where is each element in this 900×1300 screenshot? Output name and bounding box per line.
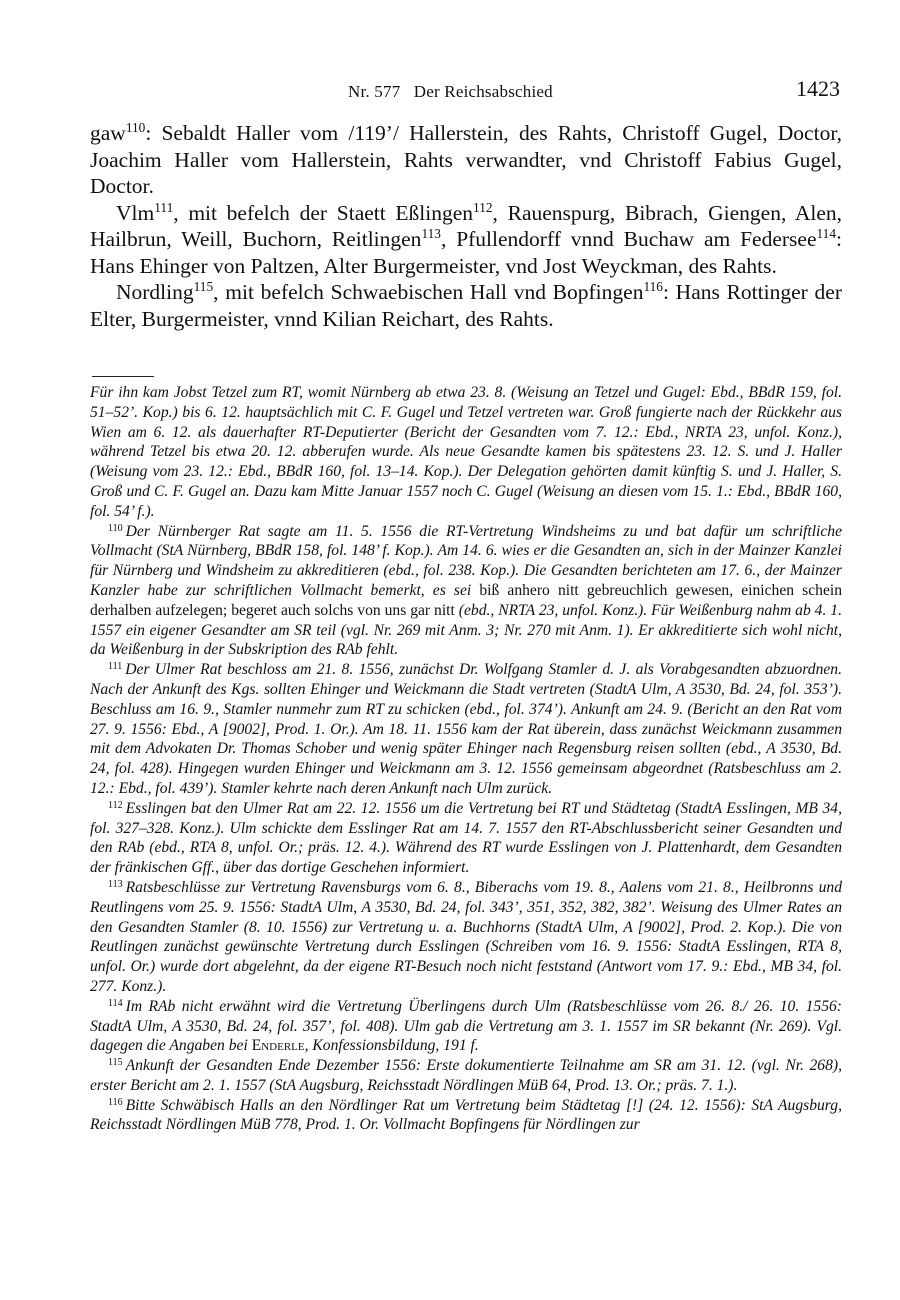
quoted-source: biß anhero nitt gebreuchlich gewesen, einichen schein derhalben aufzelegen; begeret auch solchs von uns gar nitt — [90, 581, 842, 619]
page-number: 1423 — [796, 76, 840, 101]
footnote-116: $^{116}$ Bitte Schwäbisch Halls an den Nördlinger Rat um Vertretung beim Städtetag [!] (24. 12. 1556): StA Augsburg, Reichsstadt Nördlingen MüB 778, Prod. 1. Or. Vollmacht Bopfingens für Nördlingen zur — [90, 1096, 842, 1134]
footnote-110: $^{110}$ Der Nürnberger Rat sagte am 11. 5. 1556 die RT-Vertretung Windsheims zu und bat dafür um schriftliche Vollmacht (StA Nürnberg, BBdR 158, fol. 148’ f. Kop.). Am 14. 6. wies er die Gesandten an, sich in der Mainzer Kanzlei für Nürnberg und Windsheim zu akkreditieren (ebd., fol. 238. Kop.). Die Gesandten berichteten am 17. 6., der Mainzer Kanzler habe zur schriftlichen Vollmacht bemerkt, es sei biß anhero nitt gebreuchlich gewesen, einichen schein derhalben aufzelegen; begeret auch solchs von uns gar nitt (ebd., NRTA 23, unfol. Konz.). Für Weißenburg nahm ab 4. 1. 1557 ein eigener Gesandter am SR teil (vgl. Nr. 269 mit Anm. 3; Nr. 270 mit Anm. 1). Er akkreditierte sich wohl nicht, da Weißenburg in der Subskription des RAb fehlt. — [90, 522, 842, 659]
footnote-114: $^{114}$ Im RAb nicht erwähnt wird die Vertretung Überlingens durch Ulm (Ratsbeschlüsse vom 26. 8./ 26. 10. 1556: StadtA Ulm, A 3530, Bd. 24, fol. 357’, fol. 408). Ulm gab die Vertretung am 3. 1. 1557 im SR bekannt (Nr. 269). Vgl. dagegen die Angaben bei Enderle, Konfessionsbildung, 191 f. — [90, 997, 842, 1055]
footnote-ref: 115 — [193, 278, 214, 294]
main-text — [90, 120, 842, 332]
footnote-115: $^{115}$ Ankunft der Gesandten Ende Dezember 1556: Erste dokumentierte Teilnahme am SR am 31. 12. (vgl. Nr. 268), erster Bericht am 2. 1. 1557 (StA Augsburg, Reichsstadt Nördlingen MüB 64, Prod. 13. Or.; präs. 7. 1.). — [90, 1057, 842, 1094]
footnote-109-continuation: Für ihn kam Jobst Tetzel zum RT, womit Nürnberg ab etwa 23. 8. (Weisung an Tetzel und Gugel: Ebd., BBdR 159, fol. 51–52’. Kop.) bis 6. 12. hauptsächlich mit C. F. Gugel und Tetzel vertreten war. Groß fungierte nach der Rückkehr aus Wien am 6. 12. als dauerhafter RT-Deputierter (Bericht der Gesandten vom 7. 12.: Ebd., NRTA 23, unfol. Konz.), während Tetzel bis etwa 20. 12. abberufen wurde. Als neue Gesandte kamen bis spätestens 23. 12. S. und J. Haller (Weisung vom 23. 12.: Ebd., BBdR 160, fol. 13–14. Kop.). Der Delegation gehörten damit künftig S. und J. Haller, S. Groß und C. F. Gugel an. Dazu kam Mitte Januar 1557 noch C. Gugel (Weisung an diesen vom 15. 1.: Ebd., BBdR 160, fol. 54’ f.). — [90, 384, 842, 520]
footnote-113: $^{113}$ Ratsbeschlüsse zur Vertretung Ravensburgs vom 6. 8., Biberachs vom 19. 8., Aalens vom 21. 8., Heilbronns und Reutlingens vom 25. 9. 1556: StadtA Ulm, A 3530, Bd. 24, fol. 343’, 351, 352, 382, 382’. Weisung des Ulmer Rates an den Gesandten Stamler (8. 10. 1556) zur Vertretung u. a. Buchhorns (StadtA Ulm, A [9002], Prod. 2. Kop.). Die von Reutlingen zunächst gewünschte Vertretung durch Esslingen (Schreiben vom 16. 9. 1556: StadtA Esslingen, RTA 8, unfol. Or.) wurde dort abgelehnt, da der eigene RT-Besuch noch nicht feststand (Antwort vom 17. 9.: Ebd., MB 34, fol. 277. Konz.). — [90, 878, 842, 995]
main-paragraph-2: Vlm$^{111}$, mit befelch der Staett Eßlingen$^{112}$, Rauenspurg, Bibrach, Giengen, Alen, Hailbrun, Weill, Buchorn, Reitlingen$^{113}$, Pfullendorff vnnd Buchaw am Federsee$^{114}$: Hans Ehinger von Paltzen, Alter Burgermeister, vnd Jost Weyckman, des Rahts. — [90, 199, 842, 278]
running-title: Nr. 577 Der Reichsabschied — [348, 82, 553, 101]
footnote-111: $^{111}$ Der Ulmer Rat beschloss am 21. 8. 1556, zunächst Dr. Wolfgang Stamler d. J. als Vorabgesandten abzuordnen. Nach der Ankunft des Kgs. sollten Ehinger und Weickmann die Stadt vertreten (StadtA Ulm, A 3530, Bd. 24, fol. 353’). Beschluss am 16. 9., Stamler nunmehr zum RT zu schicken (ebd., fol. 374’). Ankunft am 24. 9. (Bericht an den Rat vom 27. 9. 1556: Ebd., A [9002], Prod. 1. Or.). Am 18. 11. 1556 kam der Rat überein, dass zunächst Weickmann zusammen mit dem Advokaten Dr. Thomas Schober und wenig später Ehinger nach Regensburg reisen sollten (ebd., A 3530, Bd. 24, fol. 428). Hingegen wurden Ehinger und Weickmann am 3. 12. 1556 gemeinsam abgeordnet (Ratsbeschluss am 2. 12.: Ebd., fol. 439’). Stamler kehrte nach deren Ankunft nach Ulm zurück. — [90, 661, 842, 797]
footnote-112: $^{112}$ Esslingen bat den Ulmer Rat am 22. 12. 1556 um die Vertretung bei RT und Städtetag (StadtA Esslingen, MB 34, fol. 327–328. Konz.). Ulm schickte dem Esslinger Rat am 14. 7. 1557 den RT-Abschlussbericht seiner Gesandten und den RAb (ebd., RTA 8, unfol. Or.; präs. 12. 4.). Während des RT wurde Esslingen von J. Plattenhardt, dem Gesandten der fränkischen Gff., über das dortige Geschehen informiert. — [90, 799, 842, 877]
footnote-divider — [92, 376, 154, 377]
running-head — [90, 78, 840, 108]
footnote-ref: 114 — [816, 225, 837, 241]
main-paragraph-3: Nordling$^{115}$, mit befelch Schwaebischen Hall vnd Bopfingen$^{116}$: Hans Rottinger der Elter, Burgermeister, vnnd Kilian Reichart, des Rahts. — [90, 278, 842, 331]
footnote-ref: 111 — [154, 199, 174, 215]
footnote-ref: 110 — [125, 119, 146, 135]
footnote-ref: 116 — [643, 278, 663, 294]
footnote-ref: 113 — [421, 225, 441, 241]
author-name: Enderle — [251, 1037, 305, 1055]
main-paragraph-1: gaw$^{110}$: Sebaldt Haller vom /119’/ Hallerstein, des Rahts, Christoff Gugel, Doctor, Joachim Haller vom Hallerstein, Rahts verwandter, vnd Christoff Fabius Gugel, Doctor. — [90, 119, 842, 198]
footnote-ref: 112 — [473, 199, 493, 215]
footnotes — [90, 383, 842, 1135]
